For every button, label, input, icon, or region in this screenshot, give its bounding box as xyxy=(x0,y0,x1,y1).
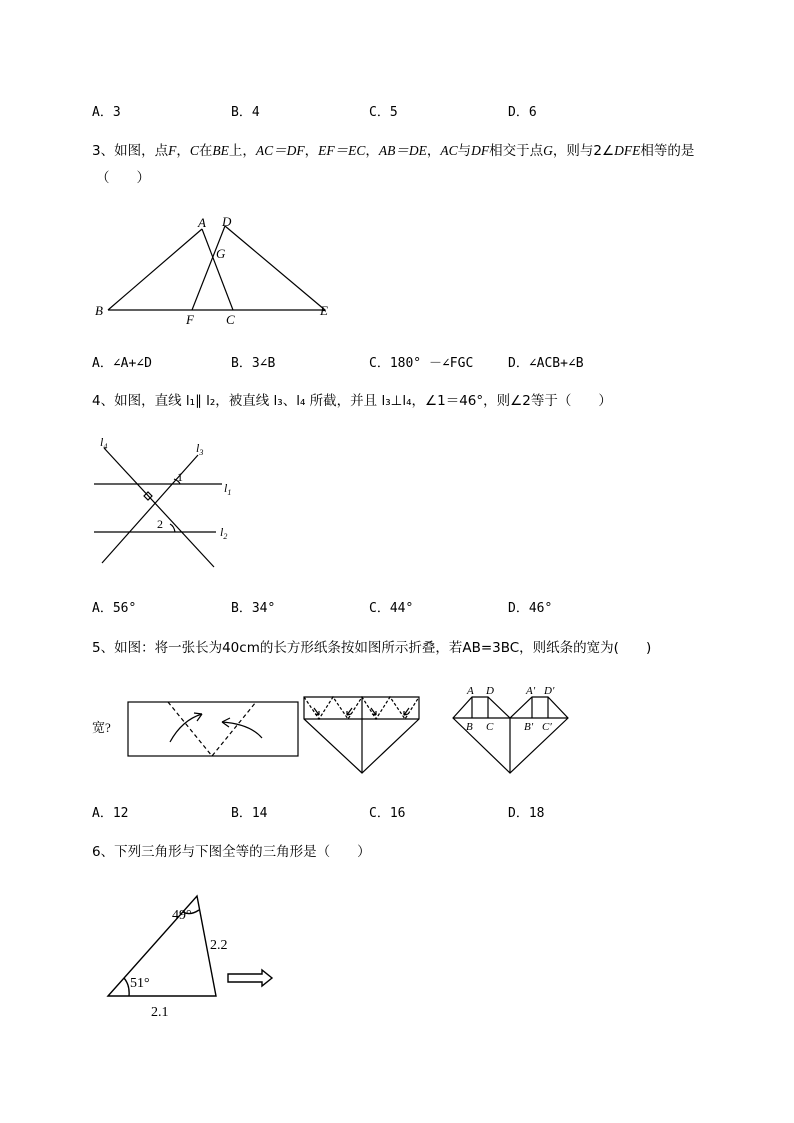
q2-option-b[interactable]: B．4 xyxy=(231,105,260,120)
q4-figure xyxy=(90,430,250,570)
q6-triangle xyxy=(108,896,216,996)
q3-label-a: A xyxy=(198,215,206,230)
q4-angle1-label: 1 xyxy=(177,470,183,484)
q5-question-text: 5、如图：将一张长为40cm的长方形纸条按如图所示折叠，若AB=3BC，则纸条的宽为( ) xyxy=(92,640,652,656)
q6-side-bottom-label: 2.1 xyxy=(151,1005,169,1020)
q6-angle-left-label: 51° xyxy=(130,976,150,991)
q3-line-ab xyxy=(108,229,202,310)
q3-line-ac xyxy=(202,229,233,310)
q4-label-l3: $l_3$ xyxy=(196,441,204,457)
q2-option-d[interactable]: D．6 xyxy=(508,105,537,120)
q3-figure xyxy=(90,210,350,330)
q5-label-c-prime: C′ xyxy=(542,721,552,733)
q4-label-l1: $l_1$ xyxy=(224,481,232,497)
q5-option-d[interactable]: D．18 xyxy=(508,806,545,821)
q3-option-a[interactable]: A．∠A+∠D xyxy=(92,356,152,371)
q3-label-f: F xyxy=(186,312,194,327)
q4-option-b[interactable]: B．34° xyxy=(231,601,276,616)
q6-side-right-label: 2.2 xyxy=(210,938,228,953)
q3-question-text: 3、如图，点F，C在BE上，AC＝DF，EF＝EC，AB＝DE，AC与DF相交于点G，则与2∠DFE相等的是 xyxy=(92,143,695,159)
q6-question-text: 6、下列三角形与下图全等的三角形是（ ） xyxy=(92,844,371,860)
q3-label-g: G xyxy=(216,246,226,261)
q5-label-b: B xyxy=(466,721,473,733)
q3-line-df xyxy=(192,226,225,310)
q4-angle2-arc xyxy=(170,524,175,532)
q6-angle-left-arc xyxy=(124,978,129,996)
q4-question-text: 4、如图，直线 l₁∥ l₂，被直线 l₃、l₄ 所截，并且 l₃⊥l₄，∠1＝46°，则∠2等于（ ） xyxy=(92,393,612,409)
q3-label-b: B xyxy=(95,303,103,318)
q5-option-b[interactable]: B．14 xyxy=(231,806,268,821)
q6-arrow-icon xyxy=(228,970,272,986)
q5-fold-arrow-left xyxy=(170,714,202,742)
q5-fold-arrow-right xyxy=(222,722,262,738)
q5-label-d: D xyxy=(486,685,494,697)
q4-label-l4: $l_4$ xyxy=(100,435,108,451)
q5-option-a[interactable]: A．12 xyxy=(92,806,129,821)
q5-figure xyxy=(90,680,590,780)
q5-option-c[interactable]: C．16 xyxy=(369,806,406,821)
q3-option-c[interactable]: C．180° －∠FGC xyxy=(369,356,474,371)
q3-line-de xyxy=(225,226,325,310)
q3-answer-paren: （ ） xyxy=(96,170,150,186)
q5-label-a: A xyxy=(467,685,474,697)
q4-option-c[interactable]: C．44° xyxy=(369,601,414,616)
q4-option-d[interactable]: D．46° xyxy=(508,601,553,616)
q6-figure xyxy=(100,885,290,1025)
q5-fold-lines xyxy=(168,702,256,756)
q5-label-b-prime: B′ xyxy=(524,721,534,733)
q3-label-e: E xyxy=(320,303,328,318)
q6-angle-top-label: 49° xyxy=(172,908,192,923)
q5-label-c: C xyxy=(486,721,494,733)
q5-label-d-prime: D′ xyxy=(544,685,555,697)
q2-option-c[interactable]: C．5 xyxy=(369,105,398,120)
q4-line-l4 xyxy=(104,448,214,567)
q5-width-label: 宽? xyxy=(92,720,111,735)
q3-option-b[interactable]: B．3∠B xyxy=(231,356,276,371)
q4-label-l2: $l_2$ xyxy=(220,525,228,541)
q3-label-d: D xyxy=(222,214,232,229)
q3-label-c: C xyxy=(226,312,235,327)
q4-line-l3 xyxy=(102,455,198,563)
q4-option-a[interactable]: A．56° xyxy=(92,601,137,616)
q4-angle2-label: 2 xyxy=(157,517,163,531)
q5-paper-strip xyxy=(128,702,298,756)
q2-option-a[interactable]: A．3 xyxy=(92,105,121,120)
q5-label-a-prime: A′ xyxy=(526,685,536,697)
q3-option-d[interactable]: D．∠ACB+∠B xyxy=(508,356,584,371)
